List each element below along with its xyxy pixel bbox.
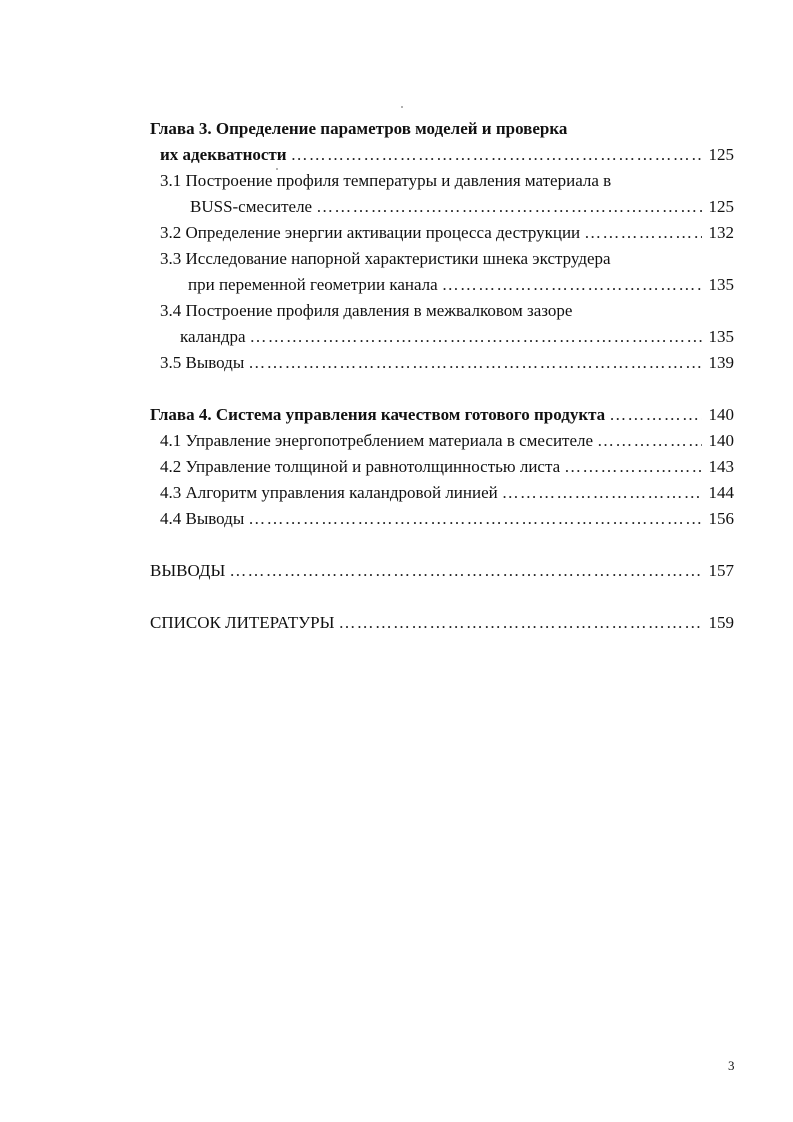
toc-entry-text: 3.2 Определение энергии активации процесса деструкции [160,223,581,242]
toc-entry-text: ВЫВОДЫ [150,561,226,580]
toc-entry-text: Глава 4. Система управления качеством готового продукта [150,405,606,424]
toc-entry-text: 3.4 Построение профиля давления в межвалковом зазоре [160,301,573,320]
toc-leader-dots [338,610,702,636]
page-number: 3 [728,1058,735,1073]
toc-leader-dots [250,324,702,350]
scan-speck [401,106,403,108]
toc-page-number: 135 [708,327,734,346]
toc-item-4-1 [150,428,734,454]
toc-leader-dots [291,142,702,168]
toc-page-number: 159 [708,613,734,632]
toc-item-4-3 [150,480,734,506]
toc-leader-dots [229,558,702,584]
toc-entry-text: их адекватности [160,145,287,164]
toc-item-3-1-line2 [150,194,734,220]
toc-page-number: 125 [708,145,734,164]
toc-leader-dots [442,272,702,298]
toc-page-number: 140 [708,405,734,424]
toc-spacer [150,532,734,558]
toc-entry-text: Глава 3. Определение параметров моделей и проверка [150,119,568,138]
toc-leader-dots [248,350,702,376]
toc-leader-dots [584,220,702,246]
toc-entry-text: 3.3 Исследование напорной характеристики шнека экструдера [160,249,611,268]
toc-item-3-2 [150,220,734,246]
toc-page-number: 157 [708,561,734,580]
toc-page-number: 135 [708,275,734,294]
toc-page-number: 144 [708,483,734,502]
toc-entry-text: 4.3 Алгоритм управления каландровой линией [160,483,498,502]
toc-entry-text: каландра [180,327,246,346]
toc-page-number: 156 [708,509,734,528]
toc-spacer [150,376,734,402]
toc-entry-text: 3.1 Построение профиля температуры и давления материала в [160,171,612,190]
toc-page-number: 143 [708,457,734,476]
toc-entry-text: 4.4 Выводы [160,509,245,528]
toc-leader-dots [316,194,702,220]
toc-entry-text: BUSS-смесителе [190,197,313,216]
toc-conclusions [150,558,734,584]
toc-item-4-4 [150,506,734,532]
toc-page-number: 125 [708,197,734,216]
toc-page-number: 139 [708,353,734,372]
toc-item-3-1-line1 [150,168,734,194]
toc-spacer [150,584,734,610]
toc-chapter-4-title [150,402,734,428]
toc-entry-text: 4.2 Управление толщиной и равнотолщинностью листа [160,457,561,476]
toc-page-number: 140 [708,431,734,450]
toc-item-3-4-line2 [150,324,734,350]
toc-chapter-3-title-line1 [150,116,734,142]
toc-entry-text: 3.5 Выводы [160,353,245,372]
toc-leader-dots [248,506,702,532]
toc-item-4-2 [150,454,734,480]
toc-entry-text: СПИСОК ЛИТЕРАТУРЫ [150,613,335,632]
toc-item-3-3-line2 [150,272,734,298]
toc-entry-text: при переменной геометрии канала [188,275,438,294]
table-of-contents [150,116,734,636]
toc-item-3-4-line1 [150,298,734,324]
toc-references [150,610,734,636]
toc-entry-text: 4.1 Управление энергопотреблением материала в смесителе [160,431,594,450]
toc-item-3-3-line1 [150,246,734,272]
toc-leader-dots [609,402,702,428]
toc-chapter-3-title-line2 [150,142,734,168]
toc-item-3-5 [150,350,734,376]
toc-leader-dots [597,428,702,454]
toc-page-number: 132 [708,223,734,242]
toc-leader-dots [564,454,702,480]
toc-leader-dots [502,480,702,506]
